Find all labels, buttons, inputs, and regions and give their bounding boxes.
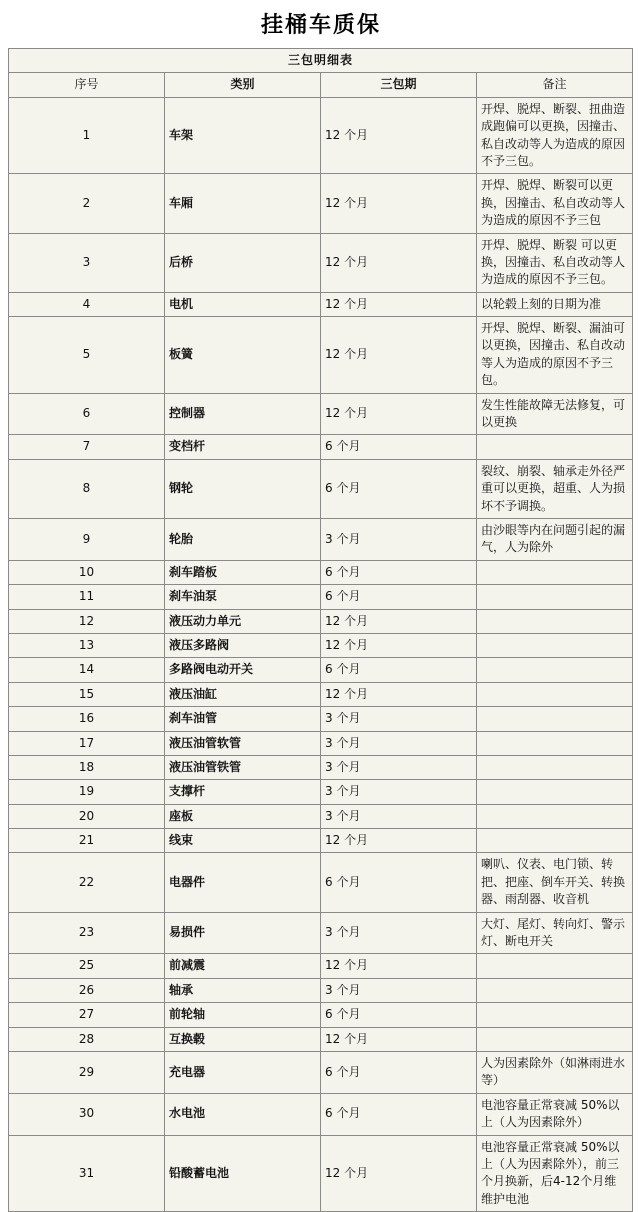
table-row xyxy=(9,829,633,853)
cell-category: 铅酸蓄电池 xyxy=(165,1135,321,1212)
table-row xyxy=(9,393,633,435)
cell-remark xyxy=(477,1003,633,1027)
cell-period: 6 个月 xyxy=(321,1093,477,1135)
cell-category: 前轮轴 xyxy=(165,1003,321,1027)
table-row xyxy=(9,804,633,828)
cell-category: 液压多路阀 xyxy=(165,633,321,657)
cell-category: 充电器 xyxy=(165,1051,321,1093)
cell-category: 电机 xyxy=(165,292,321,316)
cell-index: 9 xyxy=(9,518,165,560)
cell-period: 12 个月 xyxy=(321,829,477,853)
cell-period: 12 个月 xyxy=(321,1135,477,1212)
cell-index: 28 xyxy=(9,1027,165,1051)
table-body xyxy=(9,49,633,1212)
cell-remark: 开焊、脱焊、断裂 可以更换，因撞击、私自改动等人为造成的原因不予三包。 xyxy=(477,233,633,292)
cell-period: 6 个月 xyxy=(321,1051,477,1093)
table-row xyxy=(9,97,633,174)
cell-period: 3 个月 xyxy=(321,912,477,954)
cell-period: 12 个月 xyxy=(321,1027,477,1051)
cell-period: 6 个月 xyxy=(321,435,477,459)
table-row xyxy=(9,755,633,779)
cell-category: 后桥 xyxy=(165,233,321,292)
cell-period: 6 个月 xyxy=(321,1003,477,1027)
table-row xyxy=(9,233,633,292)
table-header-row xyxy=(9,73,633,97)
cell-period: 12 个月 xyxy=(321,682,477,706)
cell-index: 15 xyxy=(9,682,165,706)
cell-period: 12 个月 xyxy=(321,317,477,394)
cell-category: 互换毂 xyxy=(165,1027,321,1051)
cell-remark xyxy=(477,954,633,978)
cell-index: 20 xyxy=(9,804,165,828)
cell-period: 3 个月 xyxy=(321,804,477,828)
cell-index: 27 xyxy=(9,1003,165,1027)
warranty-table xyxy=(8,48,633,1212)
table-row xyxy=(9,978,633,1002)
cell-period: 12 个月 xyxy=(321,393,477,435)
cell-remark: 发生性能故障无法修复，可以更换 xyxy=(477,393,633,435)
header-period: 三包期 xyxy=(321,73,477,97)
table-row xyxy=(9,1135,633,1212)
cell-remark: 开焊、脱焊、断裂、漏油可以更换，因撞击、私自改动等人为造成的原因不予三包。 xyxy=(477,317,633,394)
cell-index: 23 xyxy=(9,912,165,954)
cell-period: 6 个月 xyxy=(321,658,477,682)
cell-period: 6 个月 xyxy=(321,853,477,912)
cell-remark: 以轮毂上刻的日期为准 xyxy=(477,292,633,316)
cell-period: 3 个月 xyxy=(321,731,477,755)
cell-index: 26 xyxy=(9,978,165,1002)
table-row xyxy=(9,292,633,316)
table-row xyxy=(9,633,633,657)
cell-index: 21 xyxy=(9,829,165,853)
cell-index: 17 xyxy=(9,731,165,755)
cell-remark xyxy=(477,609,633,633)
cell-period: 6 个月 xyxy=(321,459,477,518)
cell-index: 10 xyxy=(9,560,165,584)
cell-period: 12 个月 xyxy=(321,633,477,657)
cell-remark xyxy=(477,560,633,584)
cell-remark xyxy=(477,633,633,657)
header-remark: 备注 xyxy=(477,73,633,97)
cell-remark xyxy=(477,804,633,828)
header-index: 序号 xyxy=(9,73,165,97)
cell-category: 轮胎 xyxy=(165,518,321,560)
table-row xyxy=(9,560,633,584)
cell-category: 易损件 xyxy=(165,912,321,954)
cell-index: 22 xyxy=(9,853,165,912)
cell-index: 2 xyxy=(9,174,165,233)
cell-category: 水电池 xyxy=(165,1093,321,1135)
table-row xyxy=(9,954,633,978)
table-row xyxy=(9,682,633,706)
cell-period: 3 个月 xyxy=(321,755,477,779)
cell-period: 3 个月 xyxy=(321,707,477,731)
cell-category: 座板 xyxy=(165,804,321,828)
cell-remark: 电池容量正常衰减 50%以上（人为因素除外），前三个月换新，后4-12个月维维护电池 xyxy=(477,1135,633,1212)
cell-category: 液压油管铁管 xyxy=(165,755,321,779)
cell-remark xyxy=(477,829,633,853)
cell-period: 12 个月 xyxy=(321,97,477,174)
table-row xyxy=(9,658,633,682)
cell-category: 刹车踏板 xyxy=(165,560,321,584)
cell-remark: 喇叭、仪表、电门锁、转把、把座、倒车开关、转换器、雨刮器、收音机 xyxy=(477,853,633,912)
table-row xyxy=(9,1051,633,1093)
table-row xyxy=(9,1003,633,1027)
cell-remark xyxy=(477,780,633,804)
cell-category: 刹车油泵 xyxy=(165,585,321,609)
cell-category: 控制器 xyxy=(165,393,321,435)
cell-category: 刹车油管 xyxy=(165,707,321,731)
cell-period: 3 个月 xyxy=(321,780,477,804)
cell-category: 车架 xyxy=(165,97,321,174)
cell-index: 14 xyxy=(9,658,165,682)
cell-category: 液压油管软管 xyxy=(165,731,321,755)
cell-index: 30 xyxy=(9,1093,165,1135)
page-title: 挂桶车质保 xyxy=(260,13,381,38)
table-row xyxy=(9,435,633,459)
subtitle-row xyxy=(9,49,633,73)
cell-category: 液压油缸 xyxy=(165,682,321,706)
cell-category: 支撑杆 xyxy=(165,780,321,804)
header-category: 类别 xyxy=(165,73,321,97)
cell-index: 3 xyxy=(9,233,165,292)
cell-index: 25 xyxy=(9,954,165,978)
cell-remark xyxy=(477,682,633,706)
cell-period: 3 个月 xyxy=(321,978,477,1002)
cell-remark xyxy=(477,731,633,755)
cell-remark: 裂纹、崩裂、轴承走外径严重可以更换，超重、人为损坏不予调换。 xyxy=(477,459,633,518)
cell-period: 6 个月 xyxy=(321,585,477,609)
table-row xyxy=(9,459,633,518)
cell-index: 4 xyxy=(9,292,165,316)
cell-remark: 开焊、脱焊、断裂、扭曲造成跑偏可以更换，因撞击、私自改动等人为造成的原因不予三包。 xyxy=(477,97,633,174)
cell-remark xyxy=(477,585,633,609)
cell-period: 3 个月 xyxy=(321,518,477,560)
cell-index: 1 xyxy=(9,97,165,174)
cell-index: 7 xyxy=(9,435,165,459)
cell-index: 11 xyxy=(9,585,165,609)
cell-remark xyxy=(477,435,633,459)
cell-category: 车厢 xyxy=(165,174,321,233)
table-row xyxy=(9,1093,633,1135)
cell-category: 液压动力单元 xyxy=(165,609,321,633)
cell-index: 18 xyxy=(9,755,165,779)
cell-category: 线束 xyxy=(165,829,321,853)
cell-index: 6 xyxy=(9,393,165,435)
cell-index: 12 xyxy=(9,609,165,633)
cell-remark: 电池容量正常衰减 50%以上（人为因素除外） xyxy=(477,1093,633,1135)
table-row xyxy=(9,853,633,912)
cell-period: 6 个月 xyxy=(321,560,477,584)
cell-index: 16 xyxy=(9,707,165,731)
cell-remark: 大灯、尾灯、转向灯、警示灯、断电开关 xyxy=(477,912,633,954)
cell-category: 变档杆 xyxy=(165,435,321,459)
cell-period: 12 个月 xyxy=(321,174,477,233)
table-row xyxy=(9,317,633,394)
cell-index: 19 xyxy=(9,780,165,804)
cell-category: 前减震 xyxy=(165,954,321,978)
cell-category: 钢轮 xyxy=(165,459,321,518)
cell-remark xyxy=(477,755,633,779)
table-row xyxy=(9,1027,633,1051)
cell-remark xyxy=(477,978,633,1002)
cell-category: 电器件 xyxy=(165,853,321,912)
cell-remark: 开焊、脱焊、断裂可以更换，因撞击、私自改动等人为造成的原因不予三包 xyxy=(477,174,633,233)
cell-index: 8 xyxy=(9,459,165,518)
cell-index: 29 xyxy=(9,1051,165,1093)
table-row xyxy=(9,780,633,804)
table-subtitle: 三包明细表 xyxy=(9,49,633,73)
cell-remark xyxy=(477,707,633,731)
cell-period: 12 个月 xyxy=(321,292,477,316)
cell-period: 12 个月 xyxy=(321,233,477,292)
cell-remark xyxy=(477,1027,633,1051)
table-row xyxy=(9,518,633,560)
table-row xyxy=(9,731,633,755)
cell-remark xyxy=(477,658,633,682)
cell-category: 多路阀电动开关 xyxy=(165,658,321,682)
table-row xyxy=(9,609,633,633)
cell-category: 轴承 xyxy=(165,978,321,1002)
table-row xyxy=(9,912,633,954)
cell-index: 5 xyxy=(9,317,165,394)
cell-period: 12 个月 xyxy=(321,609,477,633)
table-row xyxy=(9,707,633,731)
table-row xyxy=(9,174,633,233)
table-row xyxy=(9,585,633,609)
cell-index: 13 xyxy=(9,633,165,657)
cell-remark: 人为因素除外（如淋雨进水等） xyxy=(477,1051,633,1093)
cell-index: 31 xyxy=(9,1135,165,1212)
cell-remark: 由沙眼等内在问题引起的漏气，人为除外 xyxy=(477,518,633,560)
cell-category: 板簧 xyxy=(165,317,321,394)
cell-period: 12 个月 xyxy=(321,954,477,978)
